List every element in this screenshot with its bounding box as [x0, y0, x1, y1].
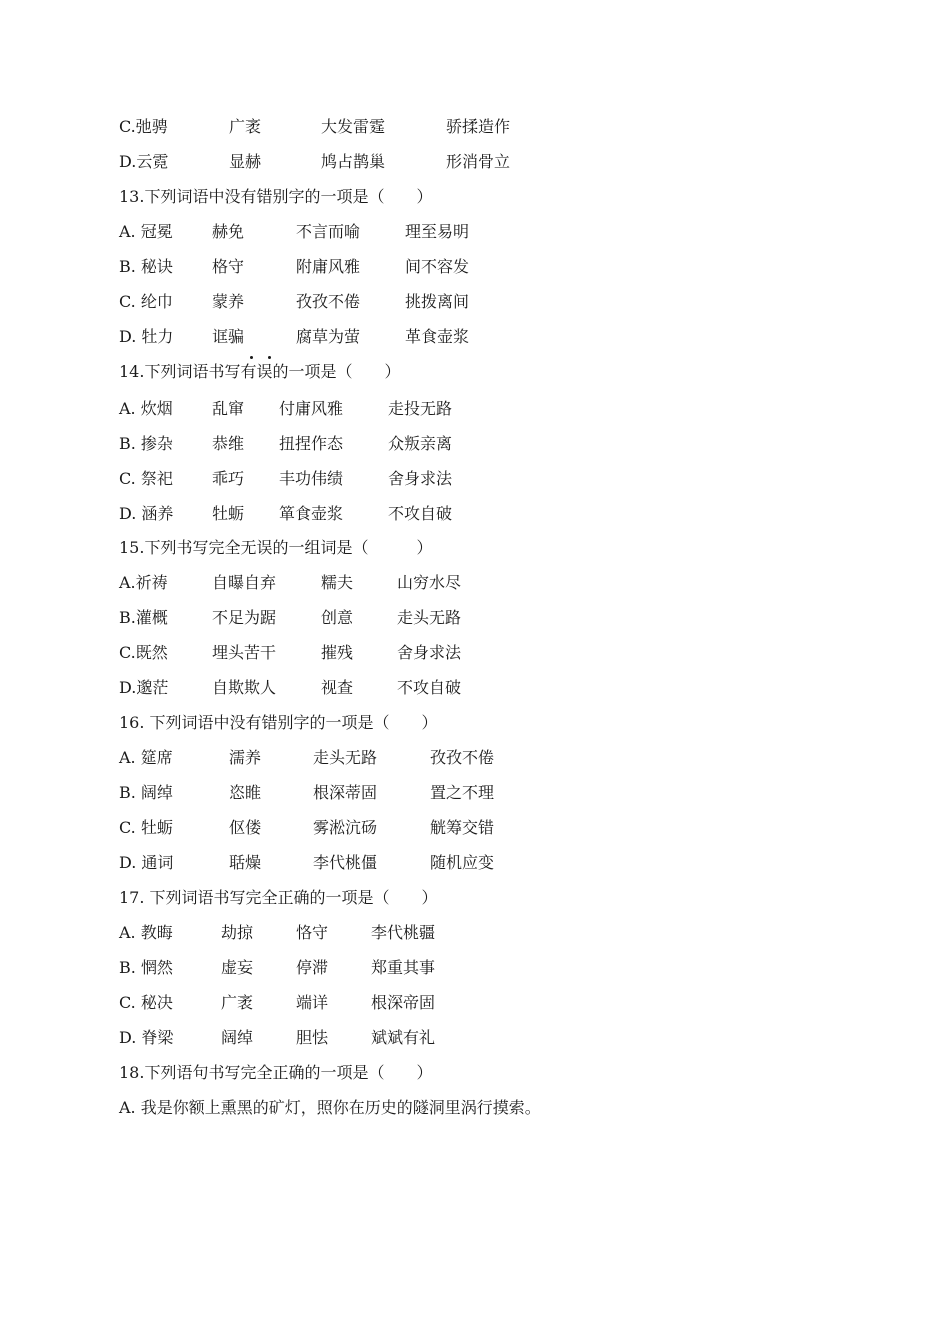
option-label-word: B. 秘诀	[119, 257, 173, 276]
emphasis-dot	[268, 356, 271, 359]
option-word: 革食壶浆	[405, 327, 470, 346]
option-word: 随机应变	[430, 853, 495, 872]
option-label-word: D. 牡力	[119, 327, 174, 346]
option-word: 乖巧	[212, 469, 245, 488]
option-word: 箪食壶浆	[279, 504, 344, 523]
option-word: 间不容发	[405, 257, 470, 276]
option-word: 觥筹交错	[430, 818, 495, 837]
option-word: 自曝自弃	[212, 573, 277, 592]
option-word: 根深蒂固	[313, 783, 378, 802]
option-label-word: A. 教晦	[119, 923, 173, 942]
option-label-word: D. 脊梁	[119, 1028, 174, 1047]
option-word: 舍身求法	[397, 643, 462, 662]
option-word: 孜孜不倦	[430, 748, 495, 767]
option-word: 扭捏作态	[279, 434, 344, 453]
option-word: 李代桃僵	[313, 853, 378, 872]
option-word: 虚妄	[221, 958, 254, 977]
option-word: 自欺欺人	[212, 678, 277, 697]
option-word: 糯夫	[321, 573, 354, 592]
option-word: 恭维	[212, 434, 245, 453]
option-label-word: C. 牡蛎	[119, 818, 173, 837]
emphasis-dot	[250, 356, 253, 359]
question-stem: 16. 下列词语中没有错别字的一项是（ ）	[119, 713, 438, 732]
option-word: 走头无路	[313, 748, 378, 767]
option-word: 广袤	[221, 993, 254, 1012]
option-label-word: C. 纶巾	[119, 292, 173, 311]
option-word: 端详	[296, 993, 329, 1012]
option-label-word: A. 炊烟	[119, 399, 173, 418]
option-word: 根深帝固	[371, 993, 436, 1012]
option-word: 雾淞沆砀	[313, 818, 378, 837]
option-word: 赫免	[212, 222, 245, 241]
option-word: 创意	[321, 608, 354, 627]
option-word: 诓骗	[212, 327, 245, 346]
question-stem: 13.下列词语中没有错别字的一项是（ ）	[119, 187, 433, 206]
option-word: 不攻自破	[388, 504, 453, 523]
option-word: 聒燥	[229, 853, 262, 872]
option-word: 乱窜	[212, 399, 245, 418]
option-word: 不攻自破	[397, 678, 462, 697]
option-word: 伛偻	[229, 818, 262, 837]
option-word: 鸠占鹊巢	[321, 152, 386, 171]
option-word: 孜孜不倦	[296, 292, 361, 311]
option-word: 置之不理	[430, 783, 495, 802]
option-word: 不足为踞	[212, 608, 277, 627]
option-word: 广袤	[229, 117, 262, 136]
option-word: 丰功伟绩	[279, 469, 344, 488]
option-word: 摧残	[321, 643, 354, 662]
option-label-word: D.邈茫	[119, 678, 169, 697]
option-label-word: D. 涵养	[119, 504, 174, 523]
option-word: 挑拨离间	[405, 292, 470, 311]
question-stem: 18.下列语句书写完全正确的一项是（ ）	[119, 1063, 433, 1082]
option-label-word: C. 秘决	[119, 993, 173, 1012]
option-label-word: D.云霓	[119, 152, 169, 171]
option-word: 大发雷霆	[321, 117, 386, 136]
option-word: 濡养	[229, 748, 262, 767]
option-word: 舍身求法	[388, 469, 453, 488]
option-word: 理至易明	[405, 222, 470, 241]
option-word: 停滞	[296, 958, 329, 977]
option-label-word: B. 惘然	[119, 958, 173, 977]
option-word: 恣睢	[229, 783, 262, 802]
option-word: 格守	[212, 257, 245, 276]
option-word: 走头无路	[397, 608, 462, 627]
option-word: 劫掠	[221, 923, 254, 942]
option-word: 埋头苦干	[212, 643, 277, 662]
question-stem: 17. 下列词语书写完全正确的一项是（ ）	[119, 888, 438, 907]
option-label-word: A. 筵席	[119, 748, 173, 767]
option-word: 腐草为萤	[296, 327, 361, 346]
answer-sentence: A. 我是你额上熏黑的矿灯，照你在历史的隧洞里涡行摸索。	[119, 1098, 541, 1117]
option-word: 斌斌有礼	[371, 1028, 436, 1047]
option-word: 胆怯	[296, 1028, 329, 1047]
option-word: 恪守	[296, 923, 329, 942]
option-word: 不言而喻	[296, 222, 361, 241]
option-label-word: B. 掺杂	[119, 434, 173, 453]
option-word: 形消骨立	[446, 152, 511, 171]
option-label-word: B.灌概	[119, 608, 168, 627]
option-word: 李代桃疆	[371, 923, 436, 942]
option-word: 郑重其事	[371, 958, 436, 977]
question-stem: 14.下列词语书写有误的一项是（ ）	[119, 362, 401, 381]
option-word: 牡蛎	[212, 504, 245, 523]
question-stem: 15.下列书写完全无误的一组词是（ ）	[119, 538, 433, 557]
option-word: 显赫	[229, 152, 262, 171]
option-label-word: C. 祭祀	[119, 469, 173, 488]
option-label-word: B. 阔绰	[119, 783, 173, 802]
option-word: 附庸风雅	[296, 257, 361, 276]
option-word: 骄揉造作	[446, 117, 511, 136]
option-label-word: A. 冠冕	[119, 222, 173, 241]
option-word: 蒙养	[212, 292, 245, 311]
option-label-word: C.弛骋	[119, 117, 168, 136]
option-word: 众叛亲离	[388, 434, 453, 453]
option-word: 视查	[321, 678, 354, 697]
option-word: 走投无路	[388, 399, 453, 418]
option-word: 付庸风雅	[279, 399, 344, 418]
option-label-word: D. 通词	[119, 853, 174, 872]
option-label-word: C.既然	[119, 643, 168, 662]
option-word: 阔绰	[221, 1028, 254, 1047]
option-label-word: A.祈祷	[119, 573, 168, 592]
option-word: 山穷水尽	[397, 573, 462, 592]
